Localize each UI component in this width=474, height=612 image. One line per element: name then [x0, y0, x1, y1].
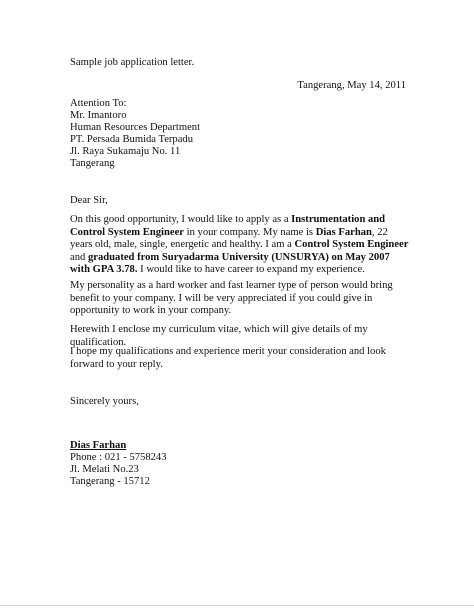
p1-text-3: , 22 years old, male, single, energetic and healthy. I am a [70, 226, 388, 251]
recipient-department: Human Resources Department [70, 122, 201, 133]
p1-bold-education: graduated from Suryadarma University (UNSURYA) on May 2007 with GPA 3.78. [70, 251, 390, 276]
recipient-street: Jl. Raya Sukamaju No. 11 [70, 146, 181, 157]
page-bottom-edge [0, 605, 474, 606]
signature-phone: Phone : 021 - 5758243 [70, 452, 167, 463]
p1-text-4: and [70, 251, 88, 263]
letter-date: Tangerang, May 14, 2011 [297, 80, 406, 91]
p1-text-5: I would like to have career to expand my experience. [137, 264, 365, 276]
p1-text-2: in your company. My name is [183, 226, 316, 238]
letter-title: Sample job application letter. [70, 57, 195, 68]
body-paragraph-3: Herewith I enclose my curriculum vitae, which will give details of my qualification. [70, 324, 368, 348]
body-paragraph-1 [70, 214, 410, 277]
recipient-name: Mr. Imantoro [70, 110, 127, 121]
salutation: Dear Sir, [70, 195, 108, 206]
closing: Sincerely yours, [70, 396, 139, 407]
recipient-company: PT. Persada Bumida Terpadu [70, 134, 194, 145]
recipient-city: Tangerang [70, 158, 115, 169]
body-paragraph-2: My personality as a hard worker and fast learner type of person would bring benefit to your company. I will be very appreciated if you could give in opportunity to work in your company. [70, 280, 393, 317]
p1-bold-role: Control System Engineer [294, 239, 409, 251]
p1-bold-name: Dias Farhan [315, 226, 372, 238]
signature-city: Tangerang - 15712 [70, 476, 150, 487]
body-paragraph-4: I hope my qualifications and experience merit your consideration and look forward to your reply. [70, 346, 386, 370]
recipient-attention: Attention To: [70, 98, 127, 109]
p1-text-1: On this good opportunity, I would like to apply as a [70, 214, 292, 225]
p1-bold-position: Instrumentation and Control System Engineer [70, 214, 386, 238]
signature-name: Dias Farhan [70, 440, 127, 451]
signature-street: Jl. Melati No.23 [70, 464, 139, 475]
